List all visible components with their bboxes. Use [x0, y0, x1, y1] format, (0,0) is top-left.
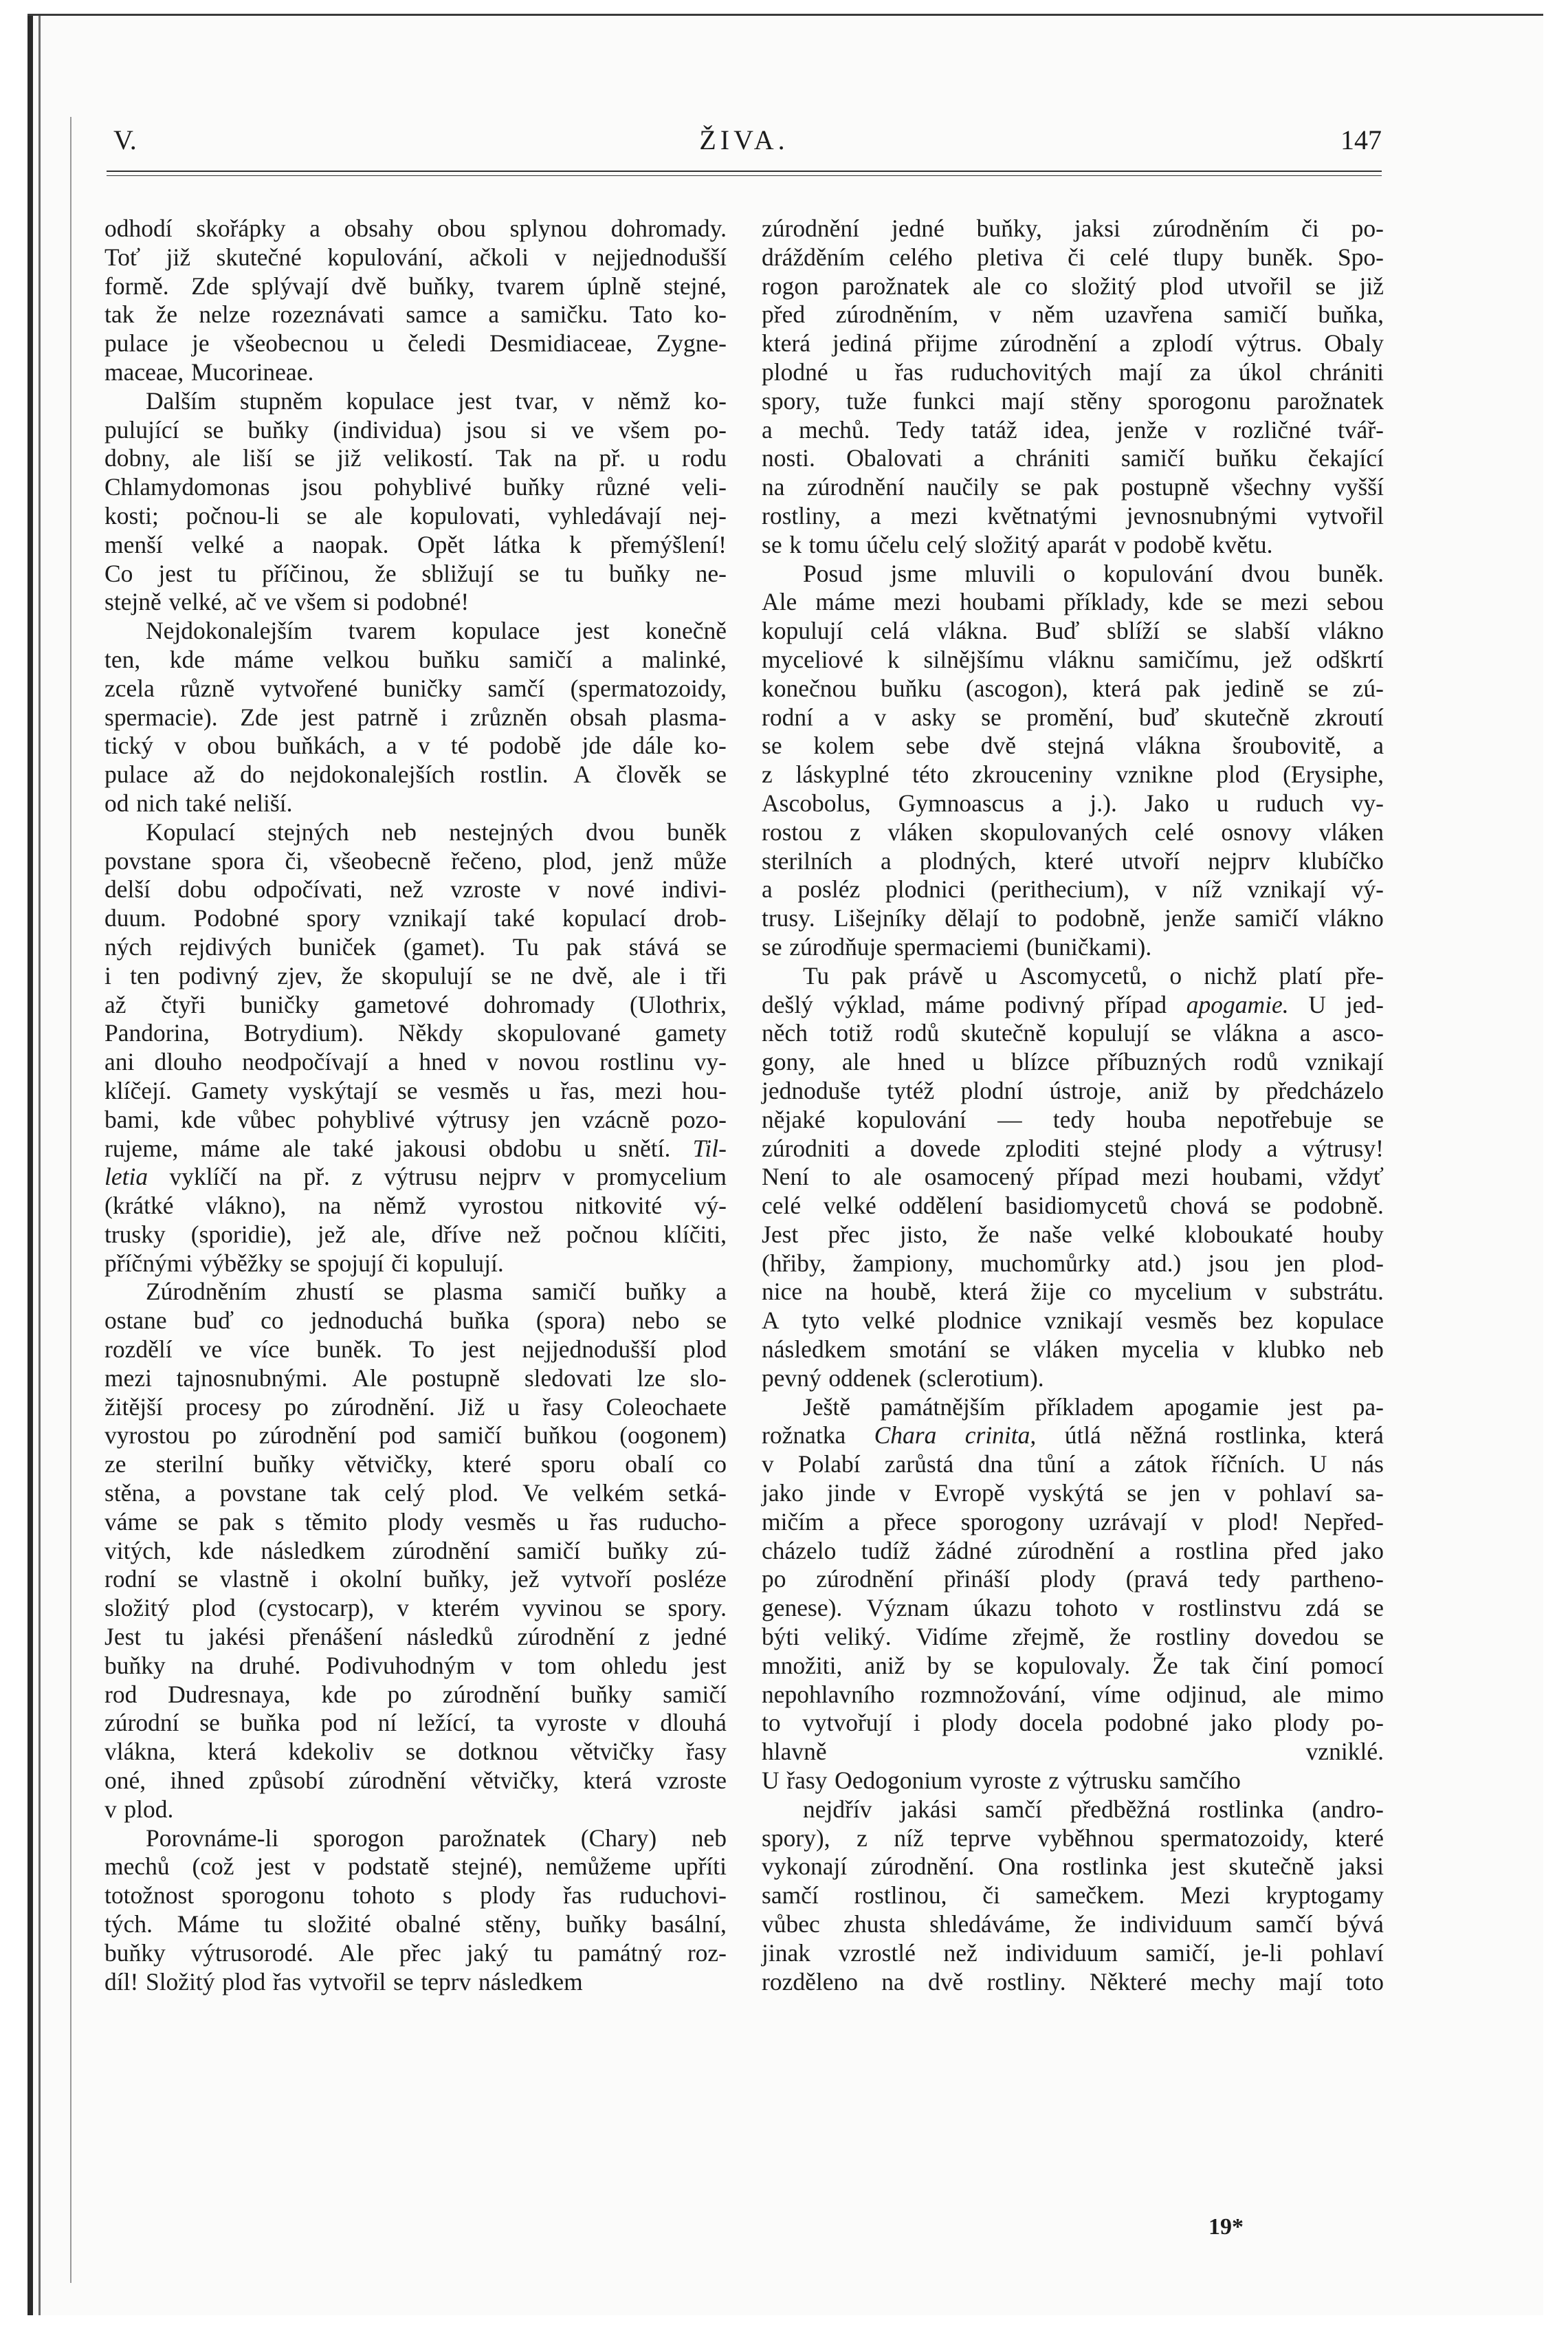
text-line: ten, kde máme velkou buňku samičí a malinké,	[104, 645, 727, 673]
text-line: rostliny, a mezi květnatými jevnosnubnými vytvořil	[762, 501, 1384, 529]
text-line: genese). Význam úkazu tohoto v rostlinstvu zdá se	[762, 1594, 1384, 1622]
text-line: pulující se buňky (individua) jsou si ve všem po-	[104, 415, 727, 444]
text-line: pulace až do nejdokonalejších rostlin. A člověk se	[104, 761, 727, 789]
text-line: totožnost sporogonu tohoto s plody řas ruduchovi-	[104, 1881, 727, 1910]
journal-title: ŽIVA.	[699, 124, 789, 155]
text-line: rogon parožnatek ale co složitý plod utvořil se již	[762, 272, 1384, 300]
text-line: konečnou buňku (ascogon), která pak jedině se zú-	[762, 674, 1384, 702]
text-line: i ten podivný zjev, že skopulují se ne dvě, ale i tři	[104, 961, 727, 989]
text-line: rujeme, máme ale také jakousi obdobu u snětí. Til-	[104, 1134, 727, 1162]
text-line: se k tomu účelu celý složitý aparát v podobě květu.	[762, 530, 1273, 558]
top-edge	[27, 14, 1543, 16]
text-line: povstane spora či, všeobecně řečeno, plod, jenž může	[104, 846, 727, 875]
text-line: tak že nelze rozeznávati samce a samičku. Tato ko-	[104, 300, 727, 329]
text-line: to vytvořují i plody docela podobné jako plody po-	[762, 1709, 1384, 1737]
text-line: rostou z vláken skopulovaných celé osnovy vláken	[762, 818, 1384, 846]
text-line: maceae, Mucorineae.	[104, 358, 314, 386]
text-line: Nejdokonalejším tvarem kopulace jest konečně	[146, 617, 727, 645]
text-line: tický v obou buňkách, a v té podobě jde dále ko-	[104, 732, 727, 760]
text-line: (hřiby, žampiony, muchomůrky atd.) jsou jen plod-	[762, 1249, 1384, 1277]
text-line: pulace je všeobecnou u čeledi Desmidiaceae, Zygne-	[104, 329, 727, 358]
text-line: spory), z níž teprve vyběhnou spermatozoidy, které	[762, 1824, 1384, 1852]
text-line: v Polabí zarůstá dna tůní a zátok říčních. U nás	[762, 1450, 1384, 1478]
text-line: buňky výtrusorodé. Ale přec jaký tu památný roz-	[104, 1938, 727, 1967]
text-line: a mechů. Tedy tatáž idea, jenže v rozličné tvář-	[762, 415, 1384, 444]
text-line: tých. Máme tu složité obalné stěny, buňky basální,	[104, 1910, 727, 1938]
text-line: příčnými výběžky se spojují či kopulují.	[104, 1249, 504, 1277]
text-line: formě. Zde splývají dvě buňky, tvarem úplně stejné,	[104, 272, 727, 300]
page-number: 147	[1340, 124, 1382, 155]
text-line: ani dlouho neodpočívají a hned v novou rostlinu vy-	[104, 1048, 727, 1076]
text-line: spermacie). Zde jest patrně i zrůzněn obsah plasma-	[104, 703, 727, 731]
text-line: Ale máme mezi houbami příklady, kde se mezi sebou	[762, 588, 1384, 616]
text-line: nosti. Obalovati a chrániti samičí buňku čekající	[762, 444, 1384, 472]
text-line: ostane buď co jednoduchá buňka (spora) nebo se	[104, 1306, 727, 1335]
binding-edge	[27, 14, 33, 2315]
text-line: která jediná přijme zúrodnění a zplodí výtrus. Obaly	[762, 329, 1384, 358]
text-line: kosti; počnou-li se ale kopulovati, vyhledávají nej-	[104, 501, 727, 529]
text-line: myceliové k silnějšímu vláknu samičímu, jež odškrtí	[762, 645, 1384, 673]
text-line: jednoduše tytéž plodní ústroje, aniž by předcházelo	[762, 1076, 1384, 1104]
text-line: jinak vzrostlé než individuum samičí, je-li pohlaví	[762, 1938, 1384, 1967]
text-line: Ještě památnějším příkladem apogamie jest pa-	[803, 1392, 1384, 1421]
margin-rule	[70, 117, 71, 2283]
text-line: duum. Podobné spory vznikají také kopulací drob-	[104, 904, 727, 932]
printer-signature: 19*	[1208, 2214, 1244, 2240]
text-line: samčí rostlinou, či samečkem. Mezi kryptogamy	[762, 1881, 1384, 1910]
text-line: Jest přec jisto, že naše velké kloboukaté houby	[762, 1220, 1384, 1248]
text-line: vyrostou po zúrodnění pod samičí buňkou (oogonem)	[104, 1421, 727, 1450]
text-line: trusy. Lišejníky dělají to podobně, jenže samičí vlákno	[762, 904, 1384, 932]
text-line: mičím a přece sporogony uzrávají v plod! Nepřed-	[762, 1507, 1384, 1535]
text-line: Porovnáme-li sporogon parožnatek (Chary) neb	[146, 1824, 727, 1852]
text-line: Co jest tu příčinou, že sbližují se tu buňky ne-	[104, 559, 727, 587]
text-line: spory, tuže funkci mají stěny sporogonu parožnatek	[762, 386, 1384, 415]
text-line: trusky (sporidie), jež ale, dříve než počnou klíčiti,	[104, 1220, 727, 1248]
text-line: zúrodní se buňka pod ní ležící, ta vyroste v dlouhá	[104, 1709, 727, 1737]
text-line: sterilních a plodných, které utvoří nejprv klubíčko	[762, 846, 1384, 875]
text-line: nice na houbě, která žije co mycelium v substrátu.	[762, 1278, 1384, 1306]
text-line: rodní se vlastně i okolní buňky, jež vytvoří posléze	[104, 1565, 727, 1593]
text-line: mechů (což jest v podstatě stejné), nemůžeme upříti	[104, 1852, 727, 1881]
text-line: něch totiž rodů skutečně kopulují se vlákna a asco-	[762, 1019, 1384, 1047]
text-line: A tyto velké plodnice vznikají vesměs bez kopulace	[762, 1306, 1384, 1335]
text-line: stěna, a povstane tak celý plod. Ve velkém setká-	[104, 1479, 727, 1507]
text-line: Toť již skutečné kopulování, ačkoli v nejjednodušší	[104, 243, 727, 271]
text-line: letia vyklíčí na př. z výtrusu nejprv v promycelium	[104, 1163, 727, 1191]
text-line: menší velké a naopak. Opět látka k přemýšlení!	[104, 530, 727, 558]
text-line: kopulují celá vlákna. Buď sblíží se slabší vlákno	[762, 617, 1384, 645]
text-line: jako jinde v Evropě vyskýtá se jen v pohlaví sa-	[762, 1479, 1384, 1507]
text-line: (krátké vlákno), na němž vyrostou nitkovité vý-	[104, 1192, 727, 1220]
text-line: zcela různě vytvořené buničky samčí (spermatozoidy,	[104, 674, 727, 702]
text-line: rod Dudresnaya, kde po zúrodnění buňky samičí	[104, 1680, 727, 1708]
text-line: Chlamydomonas jsou pohyblivé buňky různé veli-	[104, 473, 727, 501]
text-line: ze sterilní buňky větvičky, které sporu obalí co	[104, 1450, 727, 1478]
text-line: po zúrodnění přináší plody (pravá tedy partheno-	[762, 1565, 1384, 1593]
text-line: nejdřív jakási samčí předběžná rostlinka (andro-	[803, 1795, 1384, 1823]
text-line: se kolem sebe dvě stejná vlákna šroubovitě, a	[762, 732, 1384, 760]
text-line: drážděním celého pletiva či celé tlupy buněk. Spo-	[762, 243, 1384, 271]
text-line: oné, ihned způsobí zúrodnění větvičky, která vzroste	[104, 1767, 727, 1795]
text-line: žitější procesy po zúrodnění. Již u řasy Coleochaete	[104, 1392, 727, 1421]
text-line: vitých, kde následkem zúrodnění samičí buňky zú-	[104, 1536, 727, 1564]
text-line: vykonají zúrodnění. Ona rostlinka jest skutečně jaksi	[762, 1852, 1384, 1881]
text-line: klíčejí. Gamety vyskýtají se vesměs u řas, mezi hou-	[104, 1076, 727, 1104]
binding-edge-line	[38, 14, 41, 2315]
text-line: a posléz plodnici (perithecium), v níž vznikají vý-	[762, 875, 1384, 904]
text-line: stejně velké, ač ve všem si podobné!	[104, 588, 470, 616]
text-line: buňky na druhé. Podivuhodným v tom ohledu jest	[104, 1651, 727, 1679]
text-line: Pandorina, Botrydium). Někdy skopulované gamety	[104, 1019, 727, 1047]
text-line: díl! Složitý plod řas vytvořil se teprv následkem	[104, 1967, 583, 1995]
text-line: hlavně vzniklé.	[762, 1738, 1384, 1766]
text-line: Není to ale osamocený případ mezi houbami, vždyť	[762, 1163, 1384, 1191]
text-line: bami, kde vůbec pohyblivé výtrusy jen vzácně pozo-	[104, 1105, 727, 1133]
text-line: býti veliký. Vidíme zřejmě, že rostliny dovedou se	[762, 1623, 1384, 1651]
text-line: plodné u řas ruduchovitých mají za úkol chrániti	[762, 358, 1384, 386]
volume-number: V.	[113, 124, 137, 155]
text-line: Zúrodněním zhustí se plasma samičí buňky a	[146, 1278, 727, 1306]
text-line: U řasy Oedogonium vyroste z výtrusku samčího	[762, 1767, 1241, 1795]
text-line: rozdělí ve více buněk. To jest nejjednodušší plod	[104, 1335, 727, 1364]
running-header	[107, 124, 1382, 165]
text-line: váme se pak s těmito plody vesměs u řas ruducho-	[104, 1507, 727, 1535]
text-line: ných rejdivých buniček (gamet). Tu pak stává se	[104, 932, 727, 961]
text-line: zúrodnění jedné buňky, jaksi zúrodněním či po-	[762, 215, 1384, 242]
text-line: dešlý výklad, máme podivný případ apogamie. U jed-	[762, 990, 1384, 1018]
header-rule	[107, 171, 1382, 176]
text-line: delší dobu odpočívati, než vzroste v nové indivi-	[104, 875, 727, 904]
text-line: následkem smotání se vláken mycelia v klubko neb	[762, 1335, 1384, 1364]
text-line: vůbec zhusta shledáváme, že individuum samčí bývá	[762, 1910, 1384, 1938]
text-line: rodní a v asky se promění, buď skutečně zkroutí	[762, 703, 1384, 731]
text-line: mezi tajnosnubnými. Ale postupně sledovati lze slo-	[104, 1364, 727, 1392]
text-line: rožnatka Chara crinita, útlá něžná rostlinka, která	[762, 1421, 1384, 1450]
text-line: před zúrodněním, v něm uzavřena samičí buňka,	[762, 300, 1384, 329]
text-line: Tu pak právě u Ascomycetů, o nichž platí pře-	[803, 961, 1384, 989]
left-column	[104, 215, 727, 1996]
text-line: množiti, aniž by se kopulovaly. Že tak činí pomocí	[762, 1651, 1384, 1679]
text-line: Ascobolus, Gymnoascus a j.). Jako u ruduch vy-	[762, 789, 1384, 817]
text-line: celé velké oddělení basidiomycetů chová se podobně.	[762, 1192, 1384, 1220]
text-line: nějaké kopulování — tedy houba nepotřebuje se	[762, 1105, 1384, 1133]
text-line: vlákna, která kdekoliv se dotknou větvičky řasy	[104, 1738, 727, 1766]
text-line: gony, ale hned u blízce příbuzných rodů vznikají	[762, 1048, 1384, 1076]
text-line: z láskyplné této zkrouceniny vznikne plod (Erysiphe,	[762, 761, 1384, 789]
text-line: na zúrodnění naučily se pak postupně všechny vyšší	[762, 473, 1384, 501]
text-line: nepohlavního rozmnožování, víme odjinud, ale mimo	[762, 1680, 1384, 1708]
text-line: odhodí skořápky a obsahy obou splynou dohromady.	[104, 215, 727, 242]
text-line: složitý plod (cystocarp), v kterém vyvinou se spory.	[104, 1594, 727, 1622]
text-line: Dalším stupněm kopulace jest tvar, v němž ko-	[146, 386, 727, 415]
text-line: v plod.	[104, 1795, 174, 1823]
text-line: Kopulací stejných neb nestejných dvou buněk	[146, 818, 727, 846]
text-line: až čtyři buničky gametové dohromady (Ulothrix,	[104, 990, 727, 1018]
text-line: Jest tu jakési přenášení následků zúrodnění z jedné	[104, 1623, 727, 1651]
text-line: od nich také neliší.	[104, 789, 293, 817]
text-line: rozděleno na dvě rostliny. Některé mechy mají toto	[762, 1967, 1384, 1995]
text-line: dobny, ale liší se již velikostí. Tak na př. u rodu	[104, 444, 727, 472]
right-column	[762, 215, 1384, 1996]
text-line: pevný oddenek (sclerotium).	[762, 1364, 1044, 1392]
text-line: cházelo tudíž žádné zúrodnění a rostlina před jako	[762, 1536, 1384, 1564]
text-line: Posud jsme mluvili o kopulování dvou buněk.	[803, 559, 1384, 587]
text-line: zúrodniti a dovede zploditi stejné plody a výtrusy!	[762, 1134, 1384, 1162]
text-line: se zúrodňuje spermaciemi (buničkami).	[762, 932, 1152, 961]
